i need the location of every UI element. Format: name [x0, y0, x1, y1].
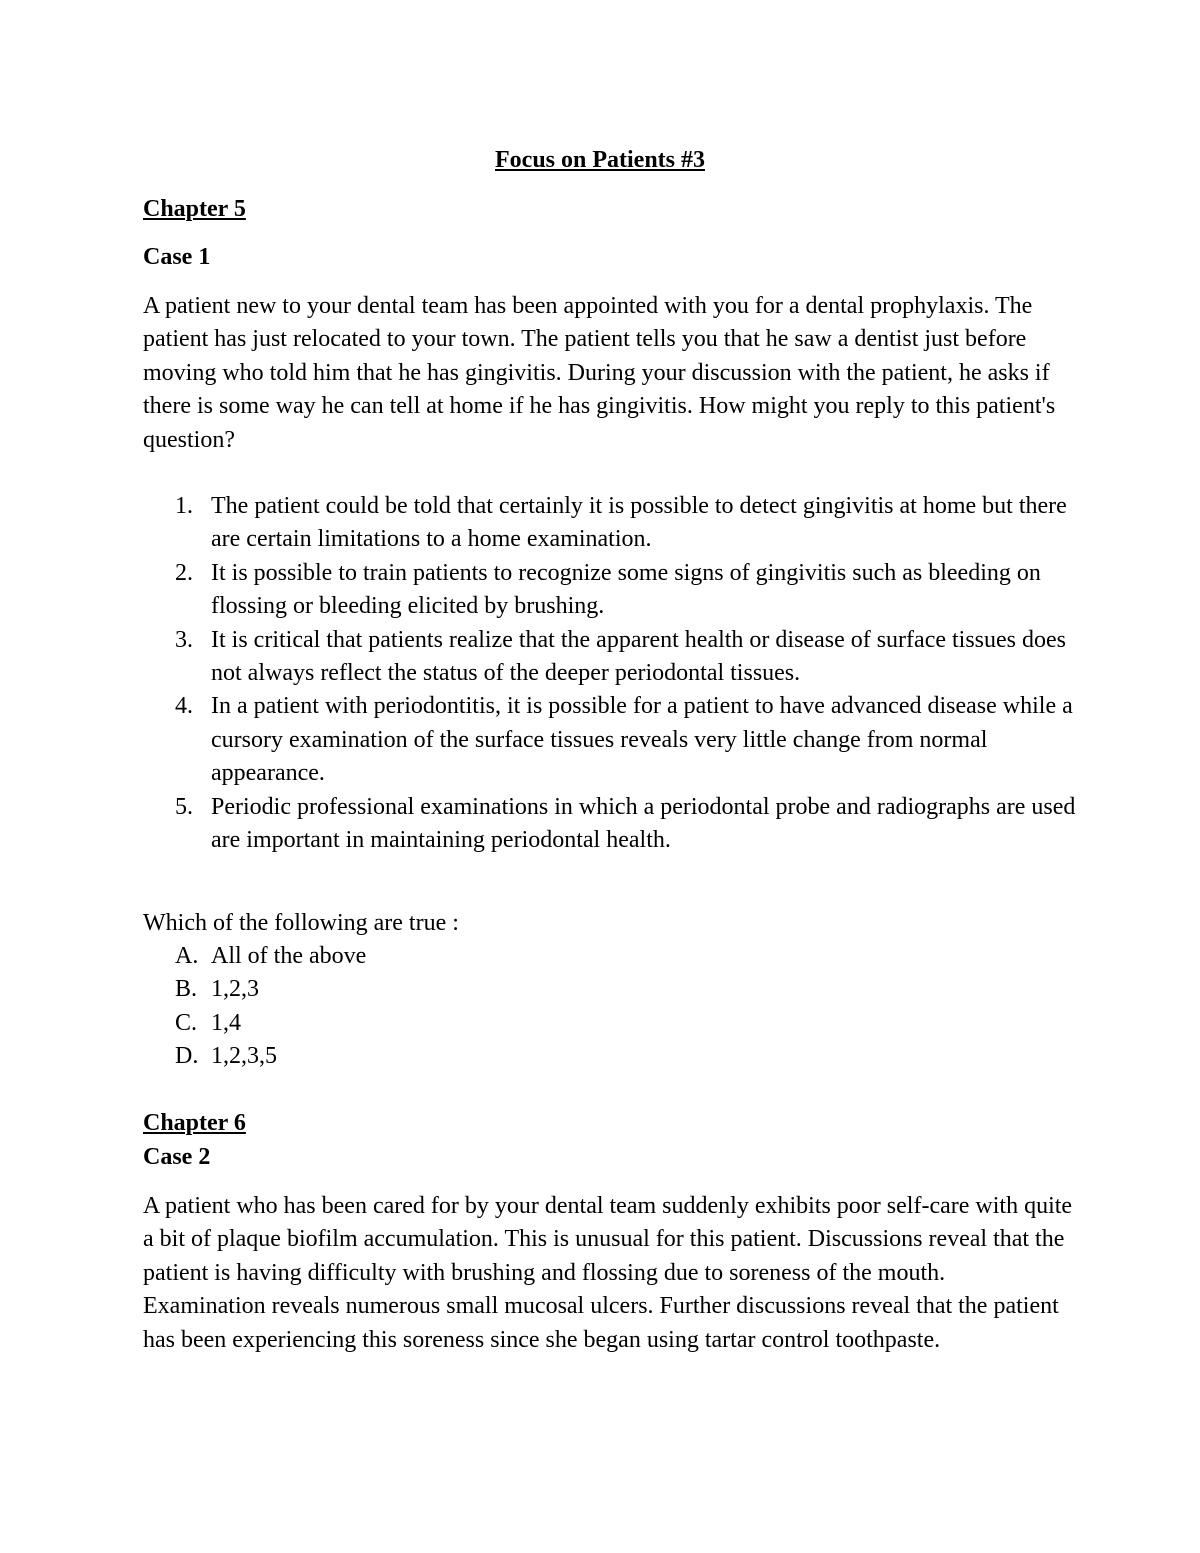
case-1-heading: Case 1 — [143, 244, 211, 270]
list-item-number: 2. — [175, 559, 193, 586]
chapter-6-heading: Chapter 6 — [143, 1110, 246, 1136]
list-item — [143, 791, 1083, 858]
answer-option — [143, 973, 366, 1006]
case-1-paragraph: A patient new to your dental team has been appointed with you for a dental prophylaxis. The patient has just relocated to your town. The patient tells you that he saw a dentist just before moving who told him that he has gingivitis. During your discussion with the patient, he asks if there is some way he can tell at home if he has gingivitis. How might you reply to this patient's question? — [143, 293, 1056, 453]
list-item-text: Periodic professional examinations in which a periodontal probe and radiographs are used are important in maintaining periodontal health. — [211, 793, 1076, 854]
list-item-number: 4. — [175, 693, 193, 720]
list-item — [143, 624, 1083, 691]
list-item-number: 3. — [175, 626, 193, 653]
case-2-paragraph: A patient who has been cared for by your dental team suddenly exhibits poor self-care with quite a bit of plaque biofilm accumulation. This is unusual for this patient. Discussions reveal that the patient is having difficulty with brushing and flossing due to soreness of the mouth. Examination reveals numerous small mucosal ulcers. Further discussions reveal that the patient has been experiencing this soreness since she began using tartar control toothpaste. — [143, 1193, 1073, 1353]
list-item — [143, 557, 1083, 624]
list-item — [143, 690, 1083, 790]
page-title: Focus on Patients #3 — [495, 147, 705, 173]
list-item-text: It is critical that patients realize that the apparent health or disease of surface tissues does not always reflect the status of the deeper periodontal tissues. — [211, 626, 1066, 687]
list-item — [143, 490, 1083, 557]
answer-option-text: 1,2,3,5 — [211, 1043, 277, 1070]
case-2-heading: Case 2 — [143, 1144, 211, 1170]
answer-option-text: 1,4 — [211, 1009, 241, 1036]
answer-option-letter: D. — [175, 1043, 199, 1070]
list-item-number: 1. — [175, 493, 193, 519]
answer-option-letter: A. — [175, 943, 199, 969]
answer-option-letter: C. — [175, 1009, 198, 1036]
list-item-text: It is possible to train patients to recognize some signs of gingivitis such as bleeding on flossing or bleeding elicited by brushing. — [211, 559, 1041, 620]
list-item-text: The patient could be told that certainly it is possible to detect gingivitis at home but there are certain limitations to a home examination. — [211, 493, 1067, 553]
answer-option — [143, 1040, 366, 1073]
question-text: Which of the following are true : — [143, 910, 459, 936]
answer-option — [143, 940, 366, 973]
answer-option-letter: B. — [175, 976, 198, 1003]
list-item-number: 5. — [175, 793, 193, 820]
answer-option — [143, 1007, 366, 1040]
chapter-5-heading: Chapter 5 — [143, 196, 246, 222]
answer-options-list — [143, 940, 366, 1074]
answer-option-text: All of the above — [211, 943, 367, 969]
answer-option-text: 1,2,3 — [211, 976, 259, 1003]
list-item-text: In a patient with periodontitis, it is possible for a patient to have advanced disease while a cursory examination of the surface tissues reveals very little change from normal appearance. — [211, 693, 1073, 787]
case-1-statement-list — [143, 490, 1083, 857]
